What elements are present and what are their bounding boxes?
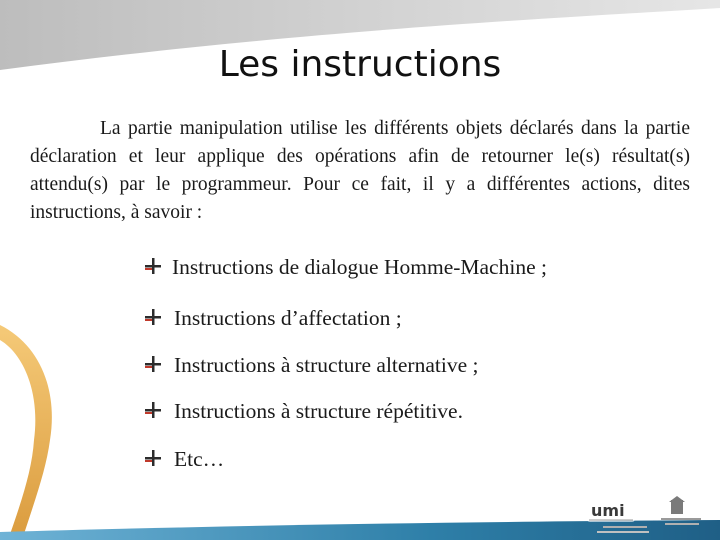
list-item: [145, 399, 463, 424]
gold-arch: [0, 325, 52, 540]
university-logos: [583, 494, 720, 540]
list-item-text: Etc…: [174, 447, 225, 471]
intro-paragraph: La partie manipulation utilise les différents objets déclarés dans la partie déclaration et leur applique des opérations afin de retourner le(s) résultat(s) attendu(s) par le programmeur. Pour ce fait, il y a différentes actions, dites instructions, à savoir :: [30, 118, 690, 223]
cross-bullet-icon: [145, 356, 161, 372]
umi-logo: [587, 498, 635, 522]
list-item: [145, 353, 478, 378]
list-item-text: Instructions de dialogue Homme-Machine ;: [172, 255, 547, 279]
list-item-text: Instructions à structure alternative ;: [174, 353, 479, 377]
list-item-text: Instructions à structure répétitive.: [174, 399, 463, 423]
slide-title: Les instructions: [218, 44, 502, 85]
list-item: [145, 255, 547, 280]
cross-bullet-icon: [145, 450, 161, 466]
list-item-text: Instructions d’affectation ;: [174, 306, 402, 330]
list-item: [145, 447, 224, 472]
cross-bullet-icon: [145, 258, 161, 274]
cross-bullet-icon: [145, 402, 161, 418]
umi-logo-text: umi: [591, 501, 625, 520]
list-item: [145, 306, 402, 331]
cross-bullet-icon: [145, 309, 161, 325]
